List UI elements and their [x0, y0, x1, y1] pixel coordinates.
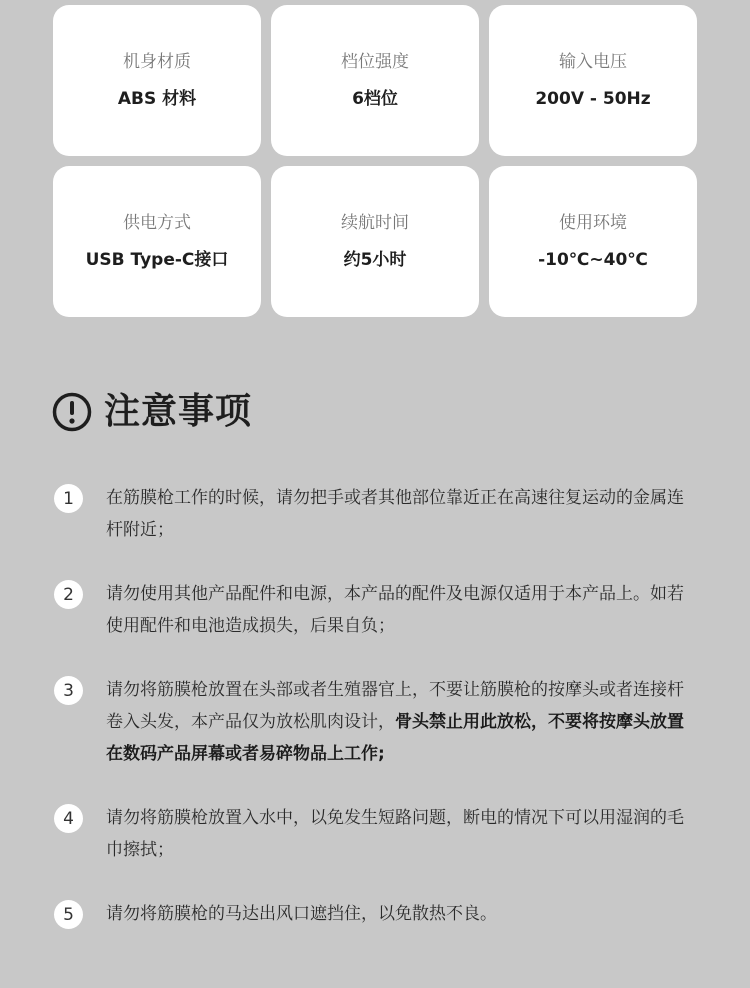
- item-text: 请勿将筋膜枪放置在头部或者生殖器官上，不要让筋膜枪的按摩头或者连接杆卷入头发，本产品仅为放松肌肉设计，: [106, 680, 684, 732]
- notice-heading: [52, 392, 252, 432]
- notice-title: 注意事项: [104, 391, 253, 432]
- list-item: [54, 674, 694, 770]
- item-number-badge: 2: [54, 580, 83, 609]
- item-text: 请勿将筋膜枪的马达出风口遮挡住，以免散热不良。: [106, 904, 497, 924]
- item-text-bold-warning: 骨头禁止用此放松，不要将按摩头放置在数码产品屏幕或者易碎物品上工作;: [106, 712, 684, 764]
- list-item: [54, 482, 694, 546]
- spec-label: 使用环境: [559, 213, 627, 234]
- item-number-badge: 3: [54, 676, 83, 705]
- item-text-wrapper: [106, 674, 694, 770]
- notice-list: [54, 482, 694, 962]
- spec-value: USB Type-C接口: [85, 249, 229, 270]
- list-item: [54, 802, 694, 866]
- item-number-badge: 4: [54, 804, 83, 833]
- item-text: 请勿使用其他产品配件和电源，本产品的配件及电源仅适用于本产品上。如若使用配件和电池造成损失，后果自负；: [106, 584, 684, 636]
- spec-label: 档位强度: [341, 52, 409, 73]
- spec-card-battery-life: [271, 166, 479, 317]
- exclamation-circle-icon: [52, 392, 92, 432]
- spec-card-environment: [489, 166, 697, 317]
- spec-label: 续航时间: [341, 213, 409, 234]
- spec-value: -10℃~40℃: [538, 249, 648, 270]
- spec-value: 6档位: [352, 88, 398, 109]
- spec-card-power-supply: [53, 166, 261, 317]
- spec-value: ABS 材料: [117, 88, 197, 109]
- item-number-badge: 1: [54, 484, 83, 513]
- spec-value: 200V - 50Hz: [535, 88, 651, 109]
- spec-card-voltage: [489, 5, 697, 156]
- list-item: [54, 898, 694, 930]
- list-item: [54, 578, 694, 642]
- spec-label: 输入电压: [559, 52, 627, 73]
- item-number-badge: 5: [54, 900, 83, 929]
- item-text: 请勿将筋膜枪放置入水中，以免发生短路问题，断电的情况下可以用湿润的毛巾擦拭；: [106, 808, 684, 860]
- item-text: 在筋膜枪工作的时候，请勿把手或者其他部位靠近正在高速往复运动的金属连杆附近；: [106, 488, 684, 540]
- spec-value: 约5小时: [343, 249, 407, 270]
- spec-label: 机身材质: [123, 52, 191, 73]
- spec-card-material: [53, 5, 261, 156]
- spec-label: 供电方式: [123, 213, 191, 234]
- spec-grid: [53, 5, 698, 317]
- spec-card-gears: [271, 5, 479, 156]
